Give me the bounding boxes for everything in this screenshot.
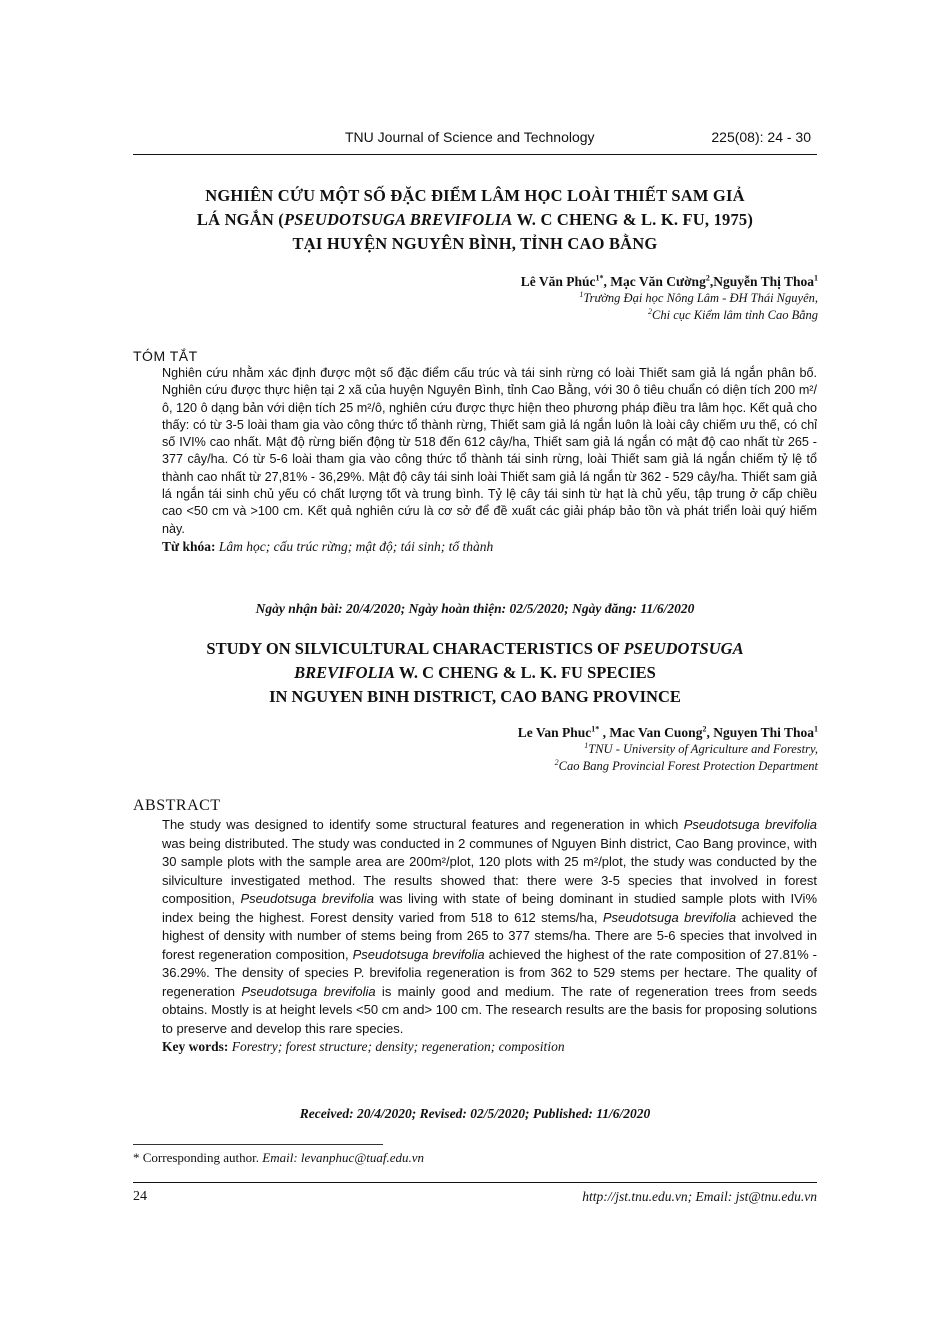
header-rule xyxy=(133,154,817,155)
title-vi-line2-pre: LÁ NGẮN ( xyxy=(196,210,284,229)
species-name: Pseudotsuga brevifolia xyxy=(602,909,737,925)
abstract-english xyxy=(162,816,817,1057)
title-vi-line2-post: W. C CHENG & L. K. FU, 1975) xyxy=(512,210,754,229)
keywords-vi-label: Từ khóa: xyxy=(162,538,216,554)
affiliation-2-vi xyxy=(521,307,818,324)
abstract-en-part2: was being distributed. The study was conducted in 2 communes of Nguyen Binh district, Cao Bang province, with 30 sample plots with the sample area are 200m²/plot, 120 plots with 25 m²/plot, the study was conducted by the silviculture investigated method. The results showed that: there were 3-5 species that involved in forest composition, xyxy=(162,835,817,906)
dates-english: Received: 20/4/2020; Revised: 02/5/2020; Published: 11/6/2020 xyxy=(299,1106,651,1121)
footnote-rule xyxy=(133,1144,383,1145)
abstract-vi-text: Nghiên cứu nhằm xác định được một số đặc điểm cấu trúc và tái sinh rừng có loài Thiết sam giả lá ngắn phân bố. Nghiên cứu được thực hiện tại 2 xã của huyện Nguyên Bình, tỉnh Cao Bằng, với 30 ô tiêu chuẩn có diện tích 200 m²/ô, 120 ô dạng bản với diện tích 25 m²/ô, nghiên cứu được thực hiện theo phương pháp điều tra lâm học. Kết quả cho thấy: có từ 3-5 loài tham gia vào công thức tổ thành rừng, Thiết sam giả lá ngắn luôn là loài cây chiếm ưu thế, có chỉ số IVI% cao nhất. Mật độ rừng biến động từ 518 đến 612 cây/ha, Thiết sam giả lá ngắn có mật độ cao nhất từ 265 - 377 cây/ha. Có từ 5-6 loài tham gia vào công thức tổ thành tái sinh rừng, loài Thiết sam giả lá ngắn chiếm tỷ lệ tổ thành cao nhất từ 27,81% - 36,29%. Mật độ cây tái sinh loài Thiết sam giả lá ngắn từ 362 - 529 cây/ha. Thiết sam giả lá ngắn tái sinh chủ yếu có chất lượng tốt và trung bình. Tỷ lệ cây tái sinh từ hạt là chủ yếu, tập trung ở cấp chiều cao <50 cm và >100 cm. Kết quả nghiên cứu là cơ sở để đề xuất các giải pháp bảo tồn và phát triển loài quý hiếm này. xyxy=(162,366,817,536)
section-heading-tomtat: TÓM TẮT xyxy=(133,348,198,364)
abstract-en-part3: was living with state of being dominant in studied sample plots with IVi% index being the highest. Forest density varied from 518 to 612 stems/ha, xyxy=(162,891,818,925)
aff-2-en-sup: 2 xyxy=(554,757,559,767)
aff-2-text: Chi cục Kiểm lâm tỉnh Cao Bằng xyxy=(652,308,818,322)
keywords-vi xyxy=(162,538,817,555)
abstract-en-part5: achieved the highest of the rate composition of 27.81% - 36.29%. The density of species P. brevifolia regeneration is from 362 to 529 stems per hectare. The quality of regeneration xyxy=(162,946,818,999)
abstract-en-part1: The study was designed to identify some structural features and regeneration in which xyxy=(162,817,684,832)
title-en-line2-post: W. C CHENG & L. K. FU SPECIES xyxy=(395,663,656,682)
corresponding-author-footnote xyxy=(133,1150,424,1166)
running-header xyxy=(133,127,817,147)
species-name: Pseudotsuga brevifolia xyxy=(683,817,818,832)
section-heading-abstract: ABSTRACT xyxy=(133,797,221,814)
aff-2-sup: 2 xyxy=(648,306,653,316)
title-en-genus: PSEUDOTSUGA xyxy=(623,639,744,658)
keywords-en-list: Forestry; forest structure; density; regeneration; composition xyxy=(231,1039,565,1054)
title-vi-line1: NGHIÊN CỨU MỘT SỐ ĐẶC ĐIỂM LÂM HỌC LOÀI THIẾT SAM GIẢ xyxy=(205,186,745,205)
author-1: Lê Văn Phúc xyxy=(520,274,596,289)
aff-1-en-text: TNU - University of Agriculture and Forestry, xyxy=(588,742,818,756)
title-vi-line2 xyxy=(133,208,817,232)
authors-english xyxy=(518,724,818,775)
footnote-email-label: Email: xyxy=(262,1150,298,1165)
author-3-en-sup: 1 xyxy=(814,724,818,734)
title-vi-species: PSEUDOTSUGA BREVIFOLIA xyxy=(283,210,513,229)
affiliation-2-en xyxy=(518,758,818,775)
author-3-en: Nguyen Thi Thoa xyxy=(713,725,814,740)
affiliation-1-vi xyxy=(521,290,818,307)
species-name: Pseudotsuga brevifolia xyxy=(352,946,485,962)
aff-2-en-text: Cao Bang Provincial Forest Protection Department xyxy=(558,759,818,773)
footer-links[interactable]: http://jst.tnu.edu.vn; Email: jst@tnu.edu.vn xyxy=(582,1189,817,1204)
author-2-sup: 2 xyxy=(705,273,710,283)
affiliation-1-en xyxy=(518,741,818,758)
dates-vietnamese: Ngày nhận bài: 20/4/2020; Ngày hoàn thiện: 02/5/2020; Ngày đăng: 11/6/2020 xyxy=(255,601,695,616)
aff-1-text: Trường Đại học Nông Lâm - ĐH Thái Nguyên, xyxy=(583,291,818,305)
author-2-en: Mac Van Cuong xyxy=(609,725,703,740)
species-name: Pseudotsuga brevifolia xyxy=(241,983,376,999)
abstract-en-part4: achieved the highest of density with number of stems being from 265 to 377 stems/ha. There are 5-6 species that involved in forest regeneration composition, xyxy=(162,909,817,962)
aff-1-sup: 1 xyxy=(579,289,584,299)
page-number: 24 xyxy=(133,1189,147,1204)
title-en-line1 xyxy=(133,637,817,661)
author-2-en-sup: 2 xyxy=(702,724,707,734)
aff-1-en-sup: 1 xyxy=(584,740,589,750)
author-names-vi: Lê Văn Phúc$^{1*}$, Mạc Văn Cường$^2$,Nguyễn Thị Thoa$^1$ xyxy=(520,273,818,289)
footer-rule xyxy=(133,1182,817,1183)
authors-vietnamese xyxy=(521,273,818,324)
volume-pages: 225(08): 24 - 30 xyxy=(711,129,811,145)
author-1-en-sup: 1* xyxy=(591,724,600,734)
keywords-en-label: Key words: xyxy=(162,1039,229,1054)
title-vietnamese xyxy=(133,184,817,256)
title-vi-line3: TẠI HUYỆN NGUYÊN BÌNH, TỈNH CAO BẰNG xyxy=(292,234,658,253)
author-1-en: Le Van Phuc xyxy=(517,725,592,740)
footnote-label: * Corresponding author. xyxy=(133,1150,260,1165)
author-1-sup: 1* xyxy=(595,273,604,283)
author-names-en: Le Van Phuc$^{1*}$ , Mac Van Cuong$^2$, Nguyen Thi Thoa$^1$ xyxy=(517,724,818,740)
author-2: Mạc Văn Cường xyxy=(610,274,706,289)
title-en-line2 xyxy=(133,661,817,685)
title-en-species: BREVIFOLIA xyxy=(294,663,396,682)
journal-name: TNU Journal of Science and Technology xyxy=(345,129,595,145)
author-3-sup: 1 xyxy=(814,273,818,283)
footnote-email[interactable]: levanphuc@tuaf.edu.vn xyxy=(300,1150,425,1165)
title-english xyxy=(133,637,817,709)
title-en-line3: IN NGUYEN BINH DISTRICT, CAO BANG PROVINCE xyxy=(269,687,681,706)
abstract-vietnamese xyxy=(162,365,817,555)
author-3: Nguyễn Thị Thoa xyxy=(713,274,814,289)
title-en-line1-pre: STUDY ON SILVICULTURAL CHARACTERISTICS OF xyxy=(206,639,624,658)
keywords-vi-list: Lâm học; cấu trúc rừng; mật độ; tái sinh; tổ thành xyxy=(218,538,494,554)
abstract-en-part6: is mainly good and medium. The rate of regeneration trees from seeds obtains. Mostly is at height levels <50 cm and> 100 cm. The research results are the basis for proposing solutions to preserve and develop this rare species. xyxy=(162,983,817,1036)
keywords-en xyxy=(162,1038,817,1057)
species-name: Pseudotsuga brevifolia xyxy=(240,891,374,906)
